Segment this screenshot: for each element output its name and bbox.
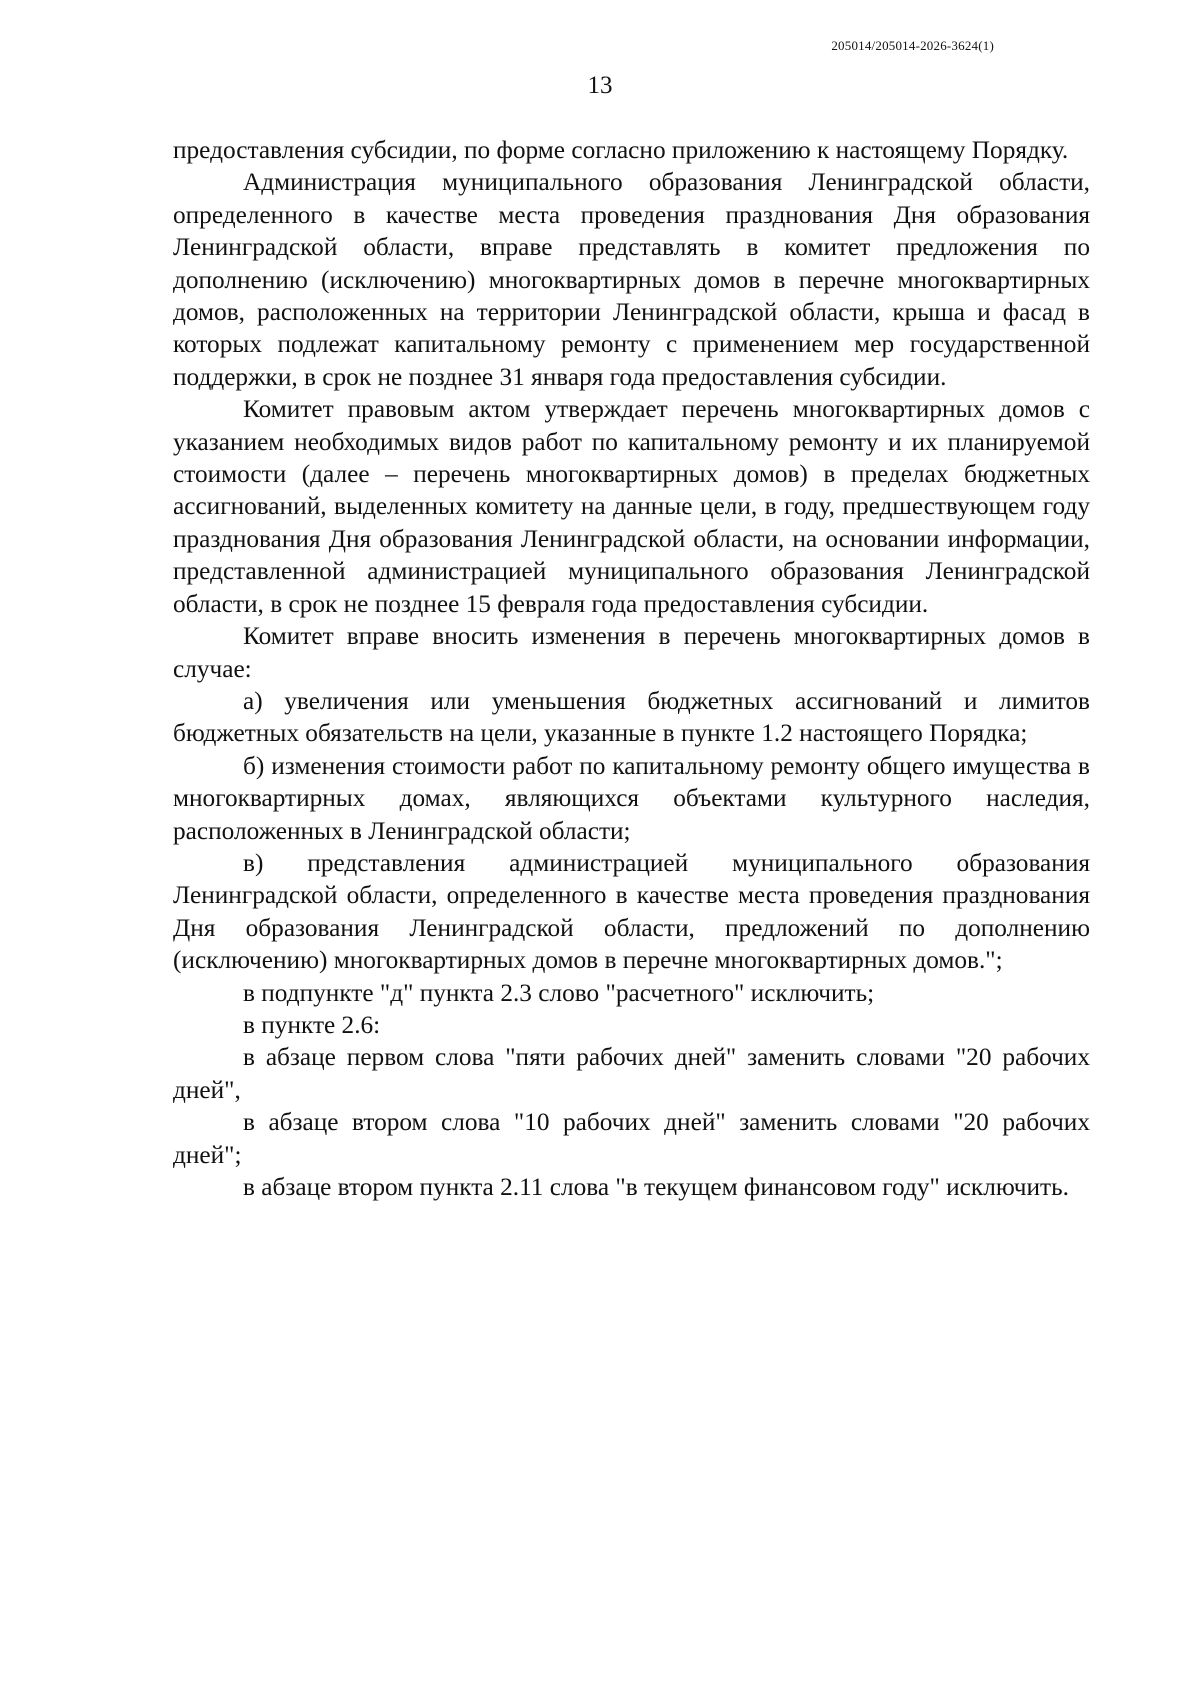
paragraph: Комитет правовым актом утверждает перечень многоквартирных домов с указанием необходимых видов работ по капитальному ремонту и их планируемой стоимости (далее – перечень многоквартирных домов) в пределах бюджетных ассигнований, выделенных комитету на данные цели, в году, предшествующем году празднования Дня образования Ленинградской области, на основании информации, представленной администрацией муниципального образования Ленинградской области, в срок не позднее 15 февраля года предоставления субсидии. bbox=[173, 395, 1090, 618]
page-number: 13 bbox=[587, 72, 613, 99]
paragraph: в абзаце втором слова "10 рабочих дней" заменить словами "20 рабочих дней"; bbox=[173, 1108, 1090, 1169]
paragraph: предоставления субсидии, по форме согласно приложению к настоящему Порядку. bbox=[173, 136, 1069, 164]
paragraph: б) изменения стоимости работ по капитальному ремонту общего имущества в многоквартирных домах, являющихся объектами культурного наследия, расположенных в Ленинградской области; bbox=[173, 751, 1090, 845]
paragraph: Администрация муниципального образования Ленинградской области, определенного в качестве места проведения празднования Дня образования Ленинградской области, вправе представлять в комитет предложения по дополнению (исключению) многоквартирных домов в перечне многоквартирных домов, расположенных на территории Ленинградской области, крыша и фасад в которых подлежат капитальному ремонту с применением мер государственной поддержки, в срок не позднее 31 января года предоставления субсидии. bbox=[173, 168, 1090, 391]
paragraph: в пункте 2.6: bbox=[243, 1010, 381, 1039]
paragraph: в) представления администрацией муниципального образования Ленинградской области, определенного в качестве места проведения празднования Дня образования Ленинградской области, предложений по дополнению (исключению) многоквартирных домов в перечне многоквартирных домов."; bbox=[173, 848, 1090, 975]
document-id: 205014/205014-2026-3624(1) bbox=[831, 38, 994, 53]
paragraph: в абзаце втором пункта 2.11 слова "в текущем финансовом году" исключить. bbox=[243, 1173, 1069, 1201]
document-body bbox=[173, 134, 1090, 1203]
paragraph: в абзаце первом слова "пяти рабочих дней" заменить словами "20 рабочих дней", bbox=[173, 1043, 1090, 1104]
paragraph: в подпункте "д" пункта 2.3 слово "расчетного" исключить; bbox=[243, 978, 875, 1007]
paragraph: а) увеличения или уменьшения бюджетных ассигнований и лимитов бюджетных обязательств на цели, указанные в пункте 1.2 настоящего Порядка; bbox=[173, 686, 1090, 748]
paragraph: Комитет вправе вносить изменения в перечень многоквартирных домов в случае: bbox=[173, 622, 1090, 683]
